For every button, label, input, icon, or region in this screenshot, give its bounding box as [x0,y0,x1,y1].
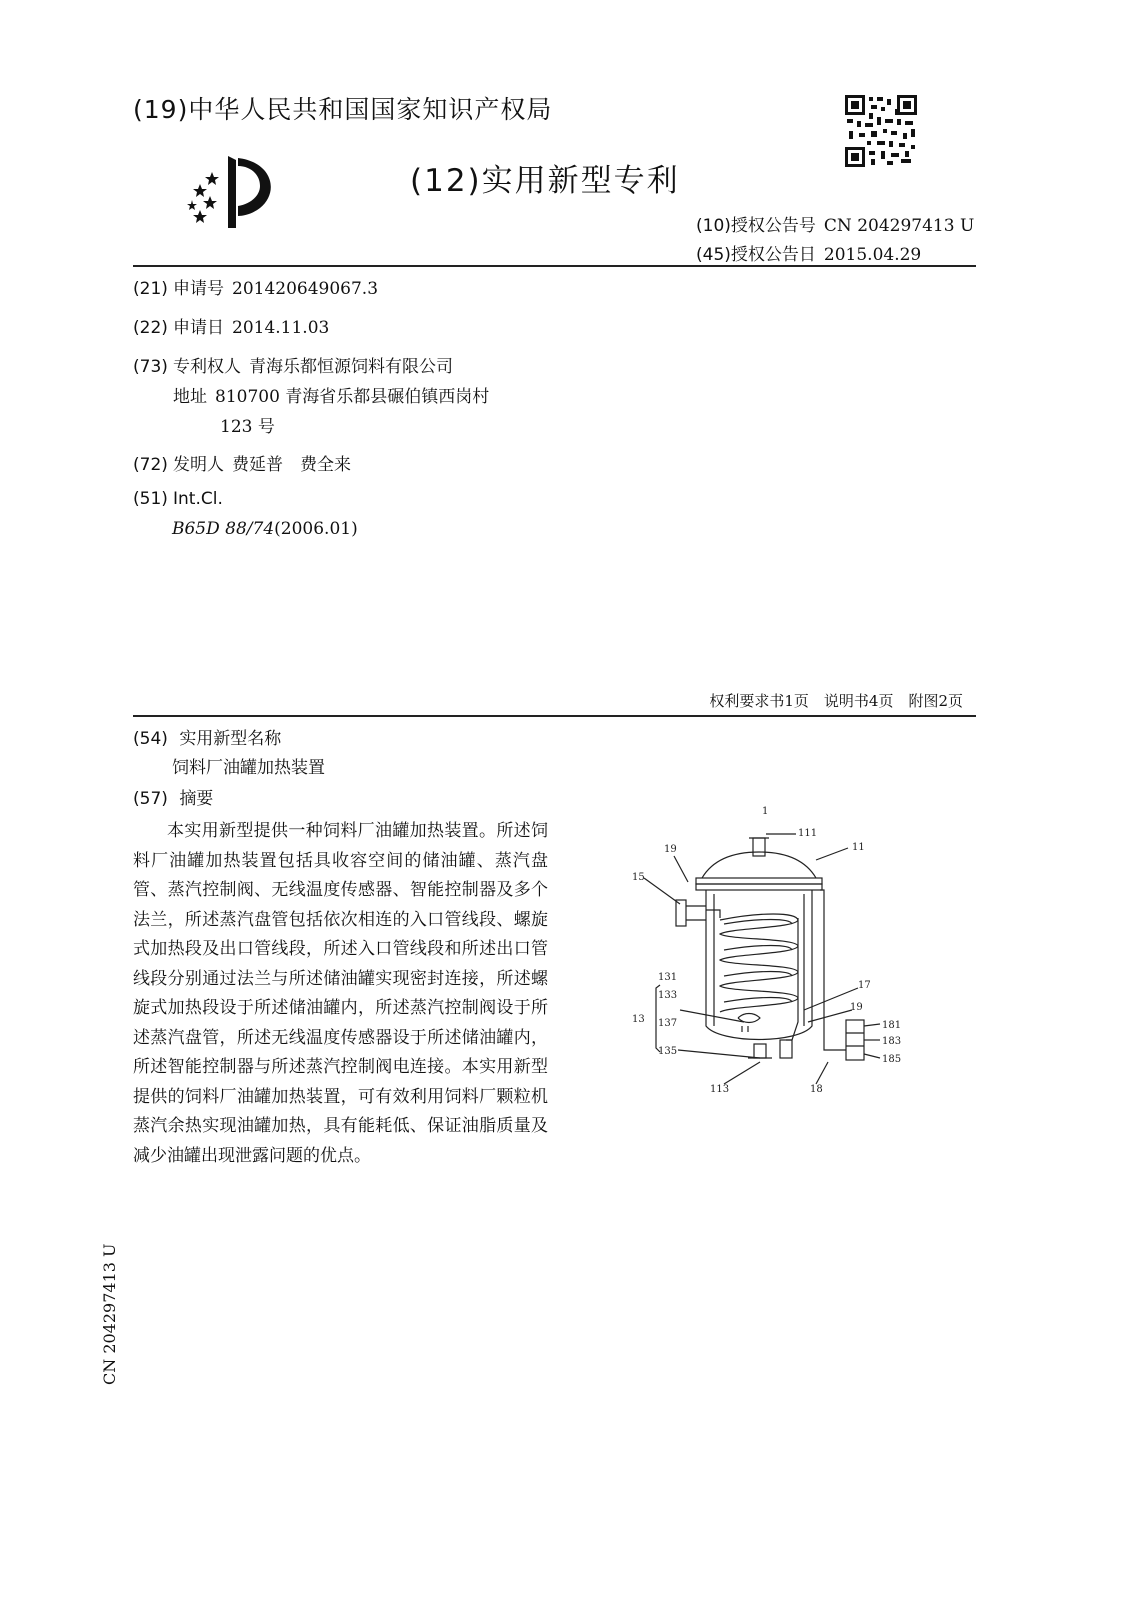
filing-date-code: (22) [133,318,168,338]
publication-number [696,211,974,236]
fig-label-131: 131 [658,972,678,983]
int-cl-version: (2006.01) [274,519,358,539]
publication-number-label: (10)授权公告号 [696,216,816,236]
patentee [133,352,453,377]
application-number [133,274,378,299]
abstract-label: 摘要 [179,789,214,809]
fig-label-135: 135 [658,1046,678,1057]
fig-label-185: 185 [882,1054,902,1065]
abstract-code: (57) [133,789,168,809]
pages-info: 权利要求书1页 说明书4页 附图2页 [709,692,963,710]
fig-label-183: 183 [882,1036,902,1047]
int-cl-class [172,519,358,539]
abstract-text: 本实用新型提供一种饲料厂油罐加热装置。所述饲料厂油罐加热装置包括具收容空间的储油罐、蒸汽盘管、蒸汽控制阀、无线温度传感器、智能控制器及多个法兰，所述蒸汽盘管包括依次相连的入口管线段、螺旋式加热段及出口管线段，所述入口管线段和所述出口管线段分别通过法兰与所述储油罐实现密封连接，所述螺旋式加热段设于所述储油罐内，所述蒸汽控制阀设于所述蒸汽盘管，所述无线温度传感器设于所述储油罐内，所述智能控制器与所述蒸汽控制阀电连接。本实用新型提供的饲料厂油罐加热装置，可有效利用饲料厂颗粒机蒸汽余热实现油罐加热，具有能耗低、保证油脂质量及减少油罐出现泄露问题的优点。 [133,821,548,1166]
fig-label-133: 133 [658,990,678,1001]
int-cl [133,489,223,509]
section-rule [133,715,976,717]
publication-number-value: CN 204297413 U [823,216,975,236]
application-number-code: (21) [133,279,168,299]
address-label: 地址 [173,387,207,407]
patentee-label: 专利权人 [173,357,241,377]
fig-label-19a: 19 [664,844,677,855]
side-publication-number: CN 204297413 U [100,1243,119,1385]
office-logo [180,150,290,232]
abstract-heading [133,784,213,809]
header-rule [133,265,976,267]
fig-label-17: 17 [858,980,871,991]
address [173,382,489,407]
filing-date [133,313,329,338]
patentee-code: (73) [133,357,168,377]
fig-label-137: 137 [658,1018,678,1029]
int-cl-code: (51) [133,489,168,509]
address-line2: 123 号 [220,417,275,437]
int-cl-label: Int.Cl. [173,489,223,509]
fig-label-113: 113 [710,1084,730,1095]
utility-title-label: 实用新型名称 [179,729,282,749]
inventors-label: 发明人 [173,455,224,475]
qr-code [845,95,917,167]
application-number-value: 201420649067.3 [232,279,379,299]
fig-label-13: 13 [632,1014,645,1025]
fig-label-19b: 19 [850,1002,863,1013]
inventors-value: 费延普 费全来 [232,455,351,475]
publication-date-value: 2015.04.29 [823,245,922,265]
fig-label-18: 18 [810,1084,823,1095]
fig-label-11: 11 [852,842,865,853]
fig-label-181: 181 [882,1020,902,1031]
abstract-figure [620,800,920,1100]
utility-title-code: (54) [133,729,168,749]
filing-date-value: 2014.11.03 [232,318,330,338]
inventors [133,450,351,475]
int-cl-class-code: B65D 88/74 [172,519,275,539]
inventors-code: (72) [133,455,168,475]
patentee-value: 青海乐都恒源饲料有限公司 [249,357,453,377]
fig-label-1: 1 [762,806,769,817]
publication-date [696,240,921,265]
utility-title-value: 饲料厂油罐加热装置 [172,758,325,778]
address-line1: 810700 青海省乐都县碾伯镇西岗村 [215,387,490,407]
utility-title-heading [133,724,281,749]
application-number-label: 申请号 [173,279,224,299]
fig-label-15: 15 [632,872,645,883]
publication-date-label: (45)授权公告日 [696,245,816,265]
fig-label-111: 111 [798,828,818,839]
issuing-office: (19)中华人民共和国国家知识产权局 [133,95,553,124]
patent-type: (12)实用新型专利 [410,163,680,199]
filing-date-label: 申请日 [173,318,224,338]
